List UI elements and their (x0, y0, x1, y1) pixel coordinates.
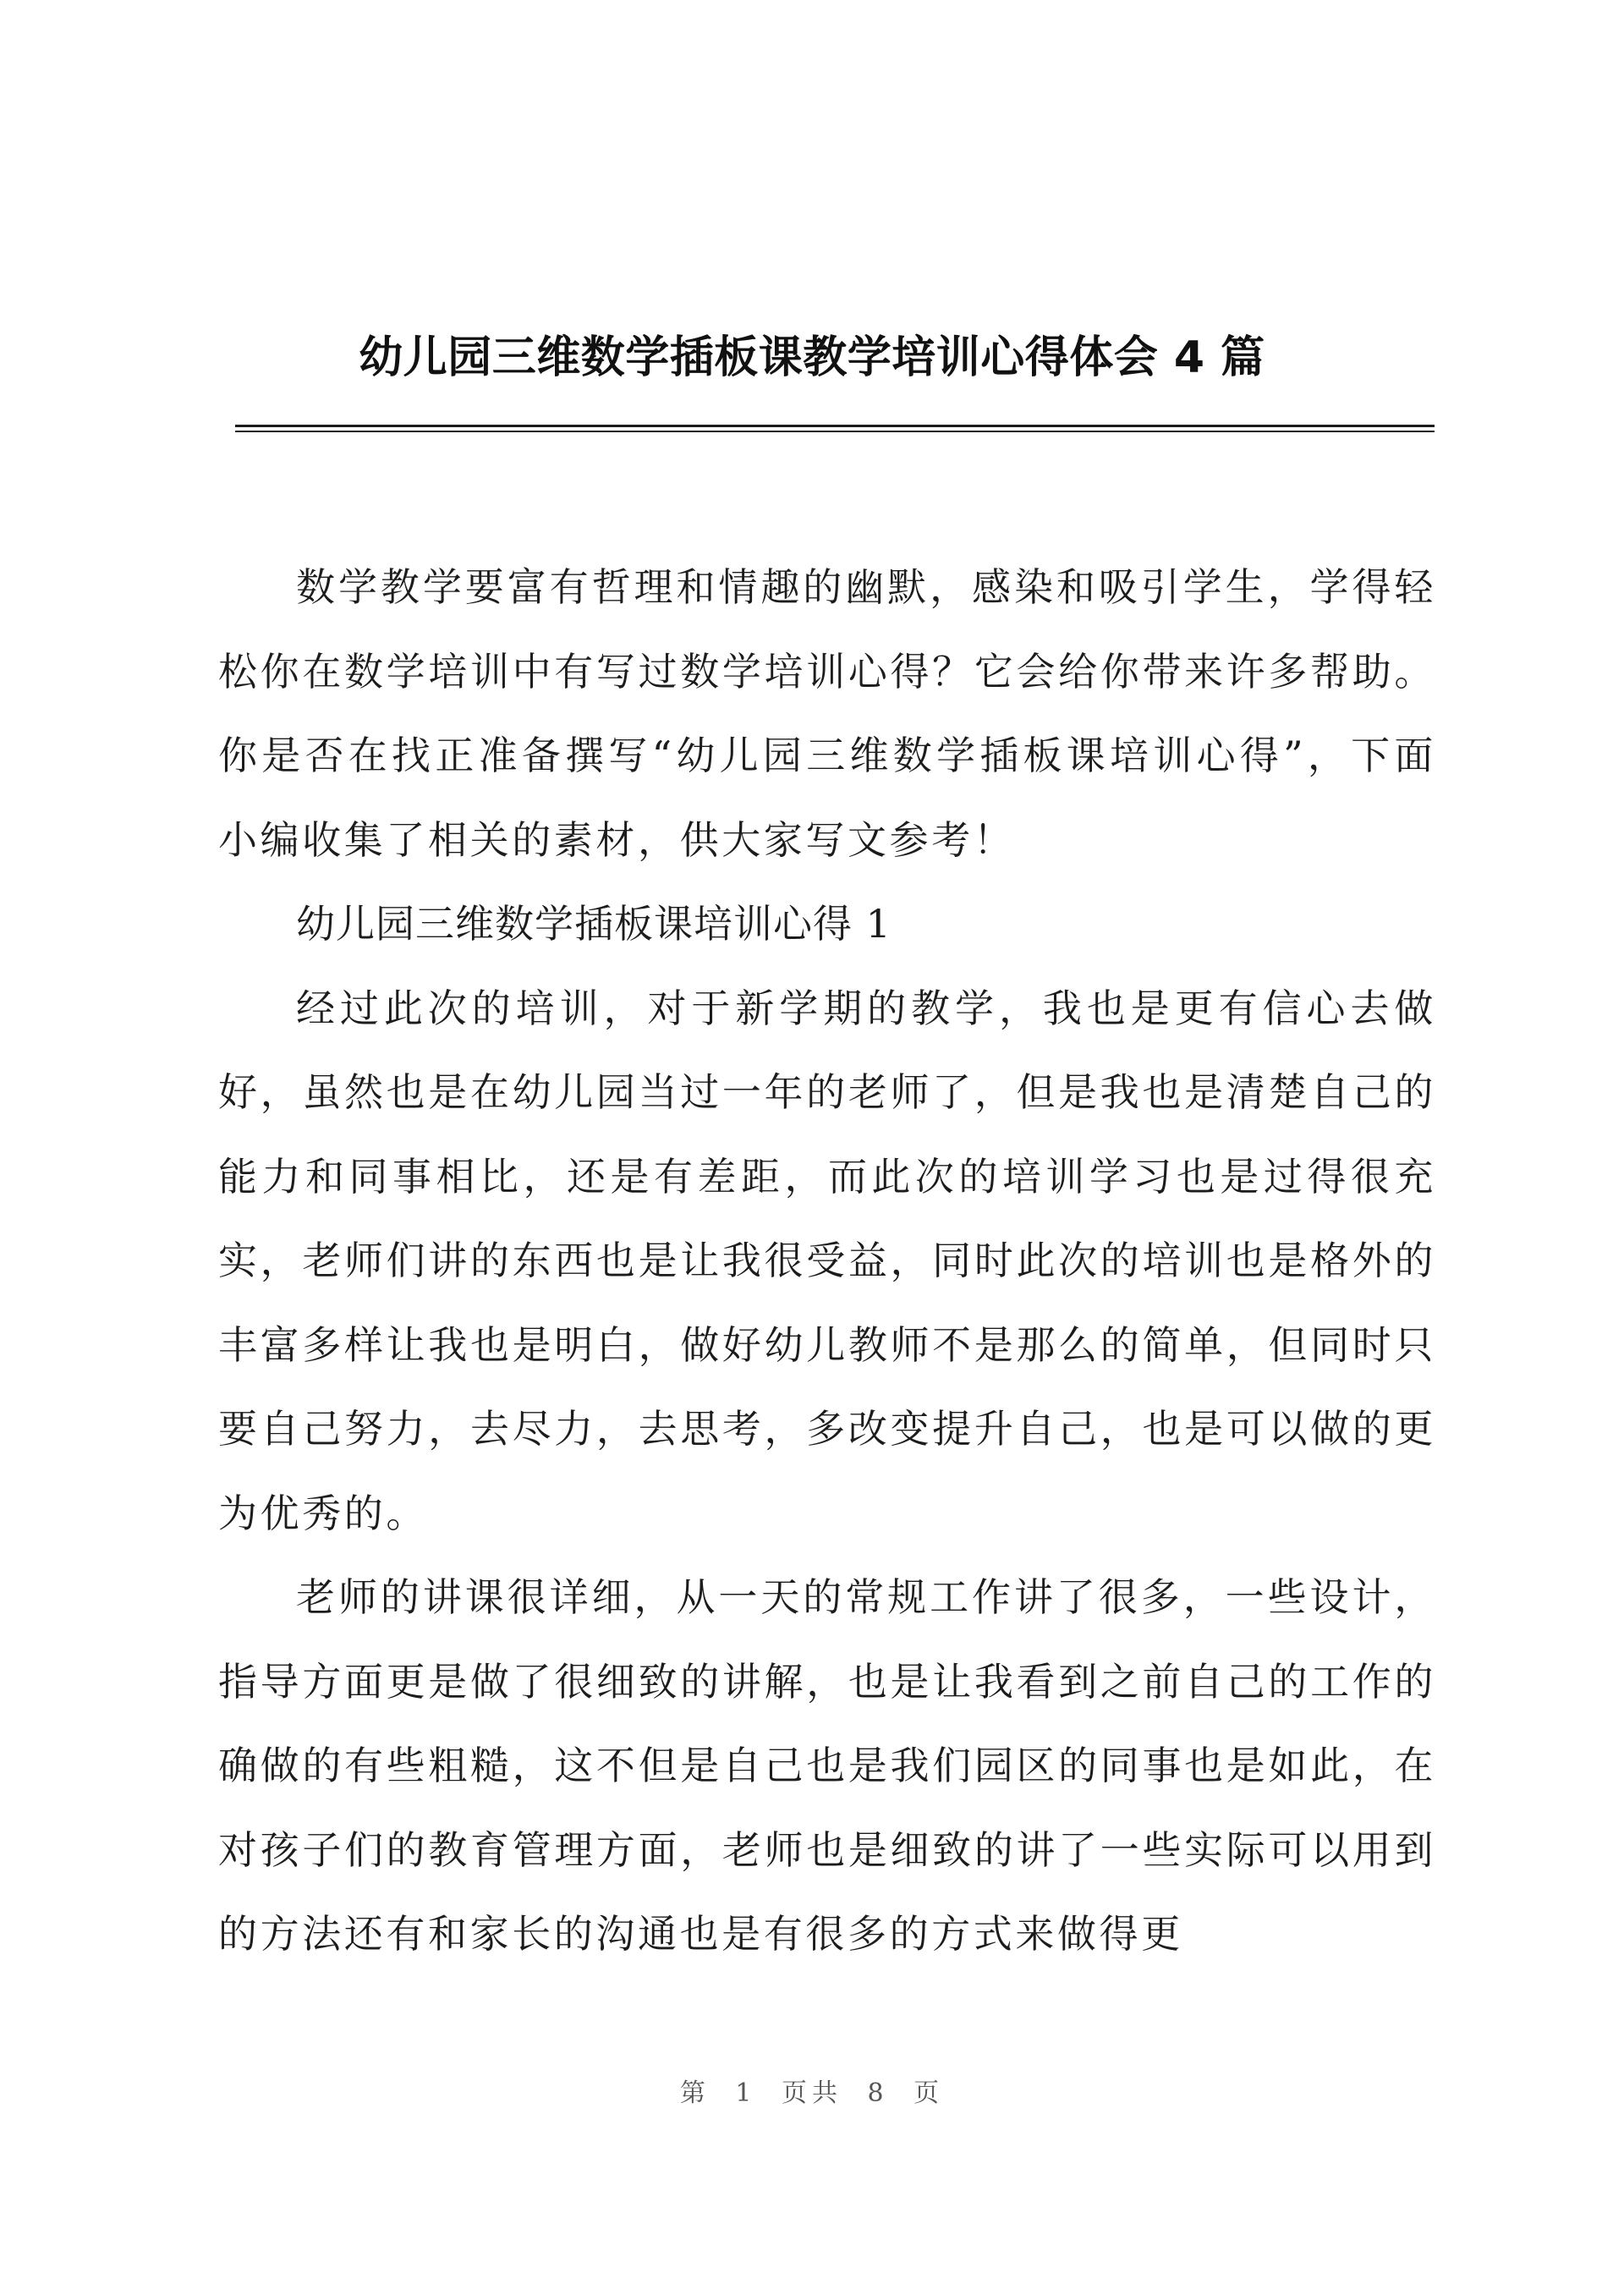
document-title: 幼儿园三维数学插板课教学培训心得体会 4 篇 (359, 332, 1265, 383)
title-divider (235, 425, 1435, 432)
body-paragraph: 老师的讲课很详细，从一天的常规工作讲了很多，一些设计，指导方面更是做了很细致的讲解，也是让我看到之前自己的工作的确做的有些粗糙，这不但是自己也是我们园区的同事也是如此，在对孩子们的教育管理方面，老师也是细致的讲了一些实际可以用到的方法还有和家长的沟通也是有很多的方式来做得更 (218, 1574, 1436, 1957)
document-body (218, 546, 1436, 1977)
body-paragraph: 经过此次的培训，对于新学期的教学，我也是更有信心去做好，虽然也是在幼儿园当过一年的老师了，但是我也是清楚自己的能力和同事相比，还是有差距，而此次的培训学习也是过得很充实，老师们讲的东西也是让我很受益，同时此次的培训也是格外的丰富多样让我也是明白，做好幼儿教师不是那么的简单，但同时只要自己努力，去尽力，去思考，多改变提升自己，也是可以做的更为优秀的。 (218, 985, 1436, 1536)
section-heading: 幼儿园三维数学插板课培训心得 1 (296, 901, 892, 947)
intro-paragraph: 数学教学要富有哲理和情趣的幽默，感染和吸引学生，学得轻松你在数学培训中有写过数学培训心得？它会给你带来许多帮助。你是否在找正准备撰写“幼儿园三维数学插板课培训心得”，下面小编收集了相关的素材，供大家写文参考！ (218, 564, 1436, 863)
page-footer: 第 1 页共 8 页 (679, 2078, 945, 2108)
